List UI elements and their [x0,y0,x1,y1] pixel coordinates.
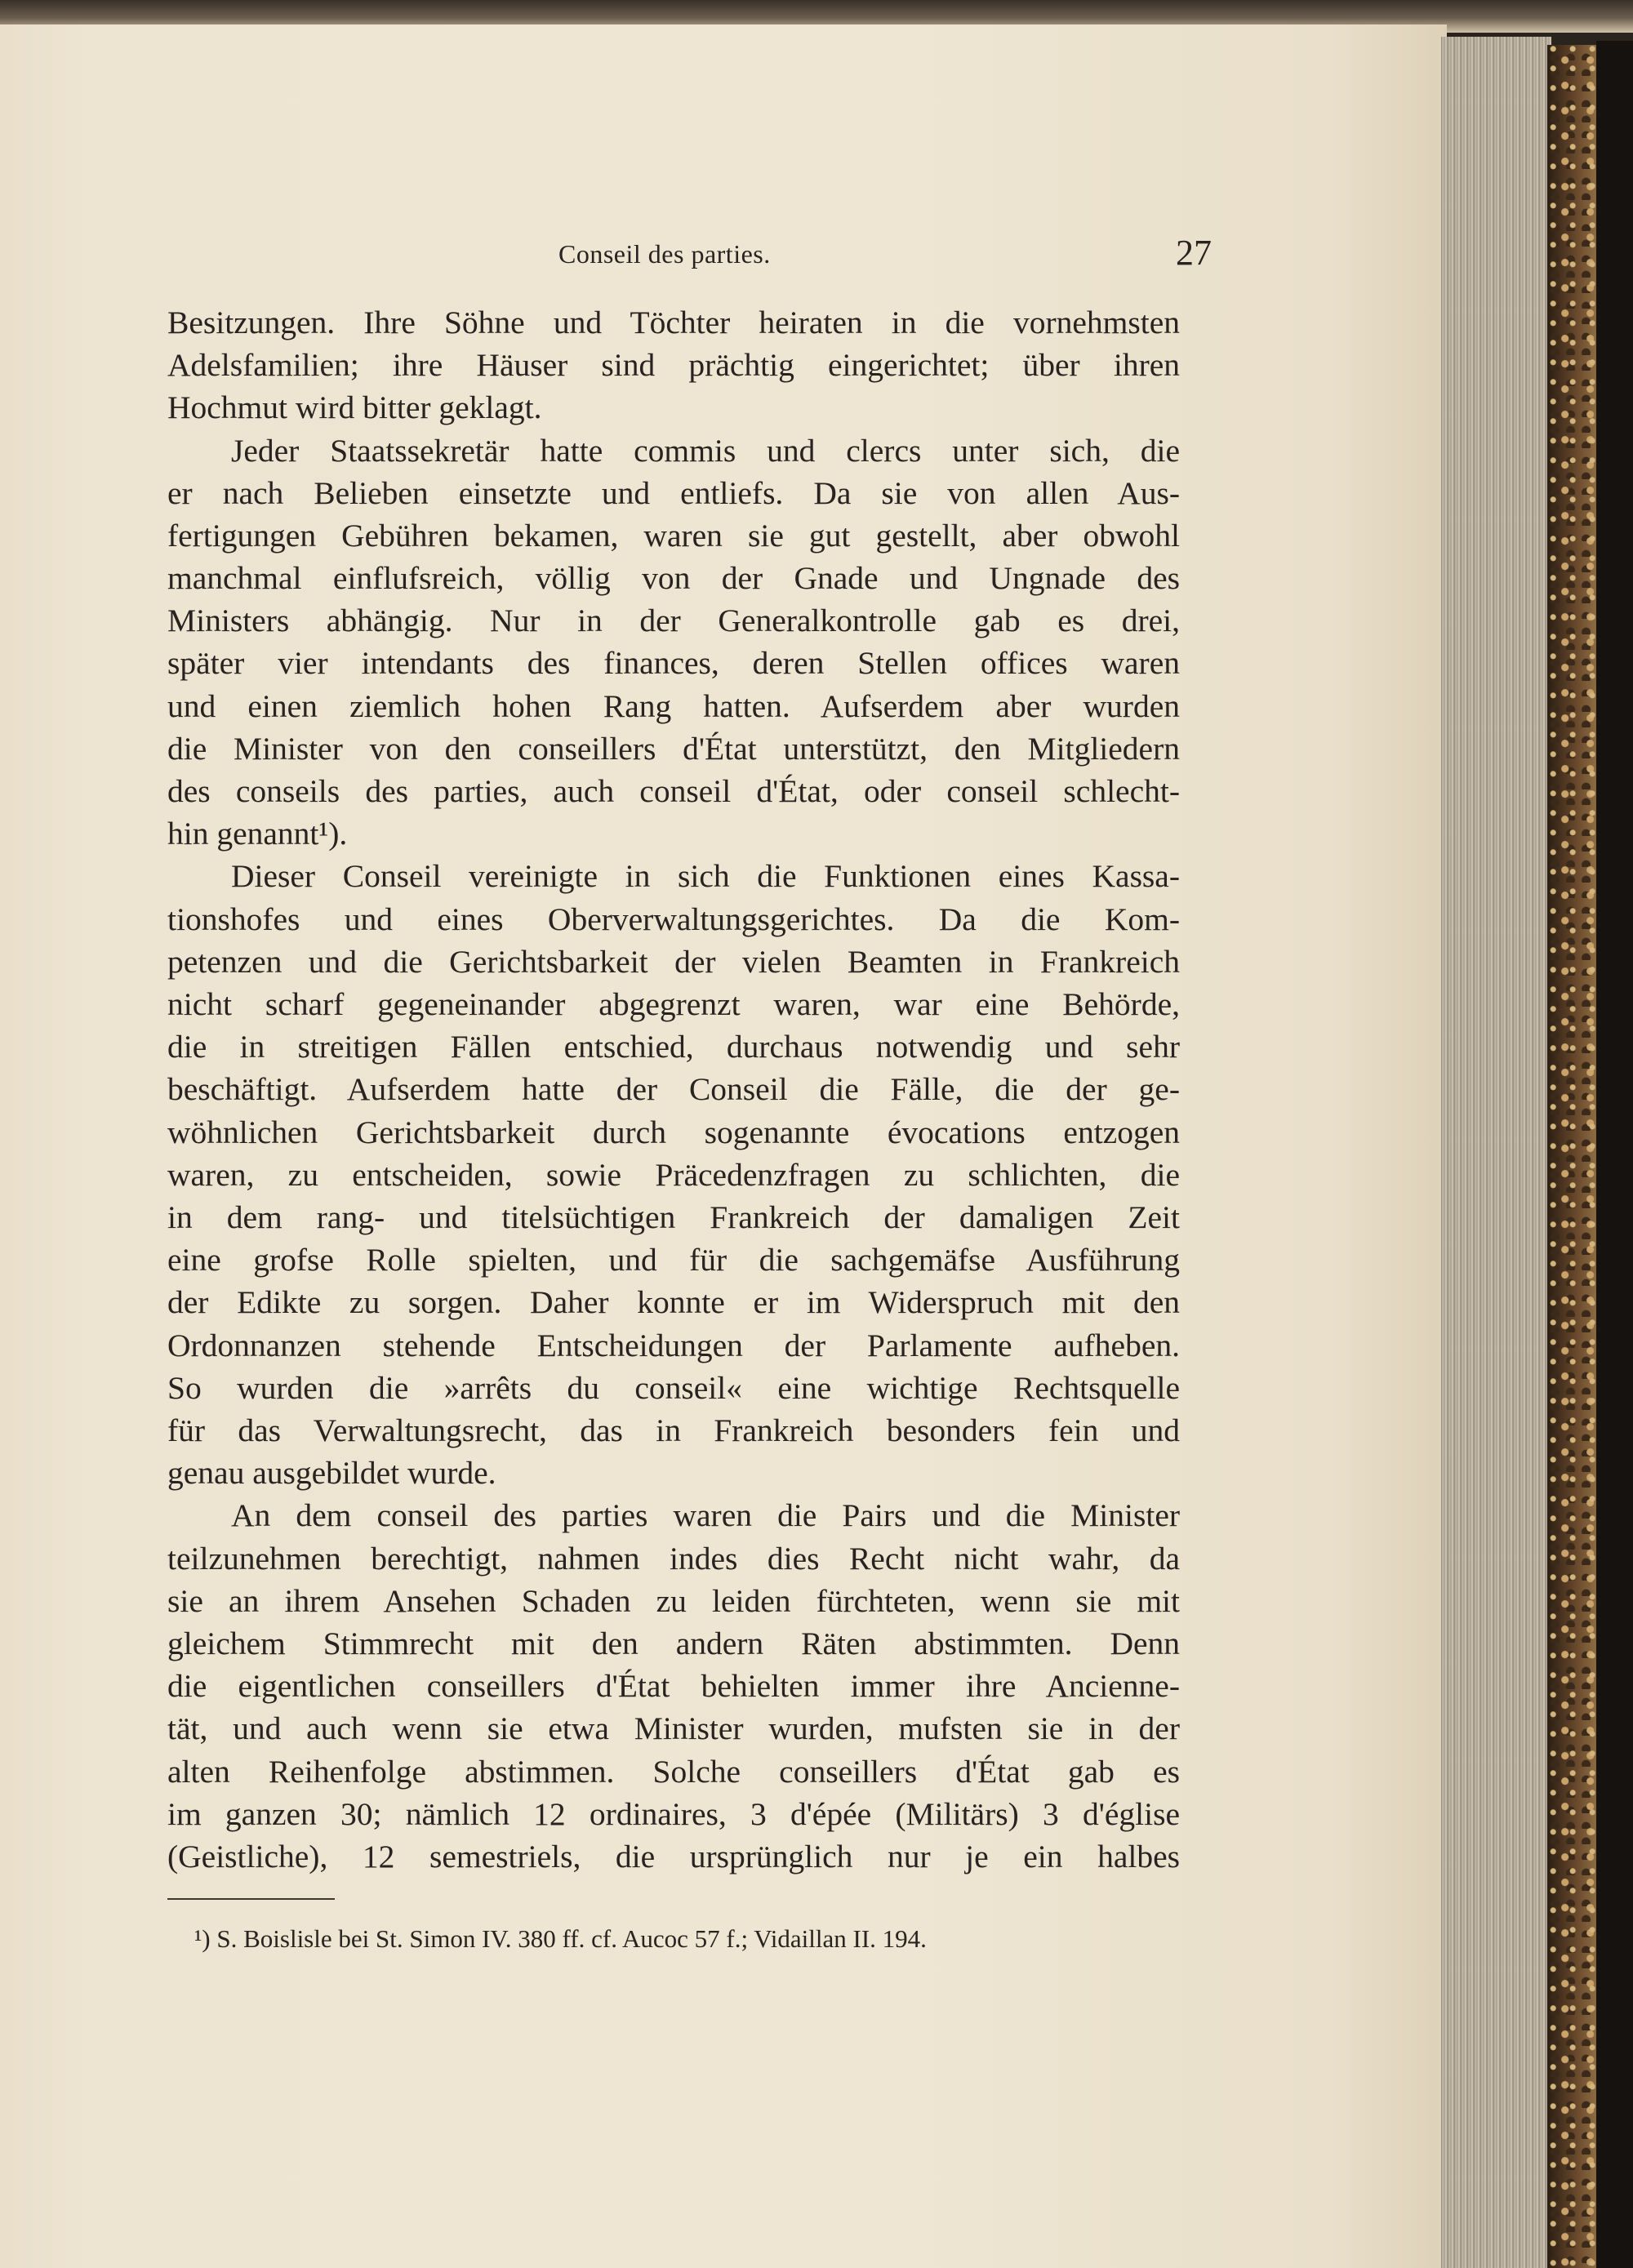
page-number: 27 [1176,233,1212,273]
running-header: Conseil des parties. [558,239,771,269]
text-line: nicht scharf gegeneinander abgegrenzt waren, war eine Behörde, [167,986,1180,1022]
text-line: Ordonnanzen stehende Entscheidungen der Parlamente aufheben. [167,1327,1180,1363]
text-line: die in streitigen Fällen entschied, durchaus notwendig und sehr [167,1029,1180,1065]
text-line: gleichem Stimmrecht mit den andern Räten abstimmten. Denn [167,1625,1180,1661]
text-line: (Geistliche), 12 semestriels, die ursprünglich nur je ein halbes [167,1839,1180,1874]
text-line: So wurden die »arrêts du conseil« eine wichtige Rechtsquelle [167,1370,1180,1406]
footnote-divider [167,1898,335,1900]
text-line: hin genannt¹). [167,816,348,852]
text-line: und einen ziemlich hohen Rang hatten. Aufserdem aber wurden [167,688,1180,724]
cover-edge [1596,41,1633,2268]
text-line: die Minister von den conseillers d'État unterstützt, den Mitgliedern [167,731,1180,767]
text-line: teilzunehmen berechtigt, nahmen indes dies Recht nicht wahr, da [167,1541,1180,1576]
footnote: ¹) S. Boislisle bei St. Simon IV. 380 ff. cf. Aucoc 57 f.; Vidaillan II. 194. [194,1924,927,1953]
text-line: Dieser Conseil vereinigte in sich die Funktionen eines Kassa- [231,858,1180,894]
text-line: des conseils des parties, auch conseil d'État, oder conseil schlecht- [167,773,1180,809]
text-line: Hochmut wird bitter geklagt. [167,389,542,425]
text-line: wöhnlichen Gerichtsbarkeit durch sogenannte évocations entzogen [167,1114,1180,1150]
text-line: im ganzen 30; nämlich 12 ordinaires, 3 d'épée (Militärs) 3 d'église [167,1796,1180,1832]
page-block-edges [1441,37,1551,2268]
text-line: fertigungen Gebühren bekamen, waren sie gut gestellt, aber obwohl [167,518,1180,554]
text-line: für das Verwaltungsrecht, das in Frankreich besonders fein und [167,1412,1180,1448]
text-line: alten Reihenfolge abstimmen. Solche conseillers d'État gab es [167,1754,1180,1790]
text-line: Besitzungen. Ihre Söhne und Töchter heiraten in die vornehmsten [167,305,1180,340]
text-line: petenzen und die Gerichtsbarkeit der vielen Beamten in Frankreich [167,944,1180,980]
text-line: die eigentlichen conseillers d'État behielten immer ihre Ancienne- [167,1668,1180,1704]
text-line: genau ausgebildet wurde. [167,1455,496,1491]
text-line: tionshofes und eines Oberverwaltungsgerichtes. Da die Kom- [167,901,1180,937]
text-line: sie an ihrem Ansehen Schaden zu leiden fürchteten, wenn sie mit [167,1583,1180,1619]
text-line: eine grofse Rolle spielten, und für die sachgemäfse Ausführung [167,1242,1180,1278]
text-line: Adelsfamilien; ihre Häuser sind prächtig eingerichtet; über ihren [167,347,1180,383]
text-line: Jeder Staatssekretär hatte commis und clercs unter sich, die [231,433,1180,469]
text-line: manchmal einflufsreich, völlig von der Gnade und Ungnade des [167,560,1180,596]
text-line: beschäftigt. Aufserdem hatte der Conseil die Fälle, die der ge- [167,1071,1180,1107]
text-line: tät, und auch wenn sie etwa Minister wurden, mufsten sie in der [167,1710,1180,1746]
text-line: der Edikte zu sorgen. Daher konnte er im Widerspruch mit den [167,1284,1180,1320]
text-line: er nach Belieben einsetzte und entliefs. Da sie von allen Aus- [167,475,1180,511]
text-line: waren, zu entscheiden, sowie Präcedenzfragen zu schlichten, die [167,1157,1180,1193]
text-line: Ministers abhängig. Nur in der Generalkontrolle gab es drei, [167,603,1180,638]
text-line: in dem rang- und titelsüchtigen Frankreich der damaligen Zeit [167,1199,1180,1235]
text-line: An dem conseil des parties waren die Pairs und die Minister [231,1497,1180,1533]
text-line: später vier intendants des finances, deren Stellen offices waren [167,645,1180,681]
